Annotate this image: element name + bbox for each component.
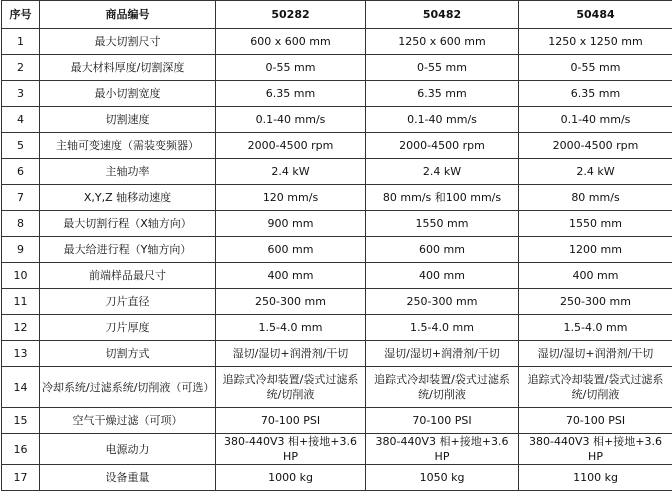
row-item-cell: 切割速度 xyxy=(40,107,216,133)
row-value-50282: 900 mm xyxy=(216,211,366,237)
row-value-50482: 250-300 mm xyxy=(366,289,519,315)
row-item-cell: 主轴可变速度（需装变频器） xyxy=(40,133,216,159)
row-item-cell: 最大给进行程（Y轴方向） xyxy=(40,237,216,263)
row-item-cell: 冷却系统/过滤系统/切削液（可选） xyxy=(40,367,216,408)
table-row xyxy=(2,341,672,367)
header-cell-model-50282: 50282 xyxy=(216,1,366,29)
row-index-cell: 7 xyxy=(2,185,40,211)
row-value-50282: 1000 kg xyxy=(216,465,366,491)
table-row xyxy=(2,133,672,159)
row-value-50484: 2.4 kW xyxy=(519,159,672,185)
row-value-50484: 1100 kg xyxy=(519,465,672,491)
row-value-50482: 400 mm xyxy=(366,263,519,289)
row-value-50484: 0.1-40 mm/s xyxy=(519,107,672,133)
row-item-cell: 刀片直径 xyxy=(40,289,216,315)
row-value-50482: 0.1-40 mm/s xyxy=(366,107,519,133)
header-cell-model-50484: 50484 xyxy=(519,1,672,29)
row-index-cell: 15 xyxy=(2,408,40,434)
row-value-50482: 80 mm/s 和100 mm/s xyxy=(366,185,519,211)
row-value-50482: 2.4 kW xyxy=(366,159,519,185)
row-value-50282: 1.5-4.0 mm xyxy=(216,315,366,341)
table-row xyxy=(2,289,672,315)
row-value-50484: 1.5-4.0 mm xyxy=(519,315,672,341)
row-value-50282: 0-55 mm xyxy=(216,55,366,81)
row-index-cell: 4 xyxy=(2,107,40,133)
row-index-cell: 3 xyxy=(2,81,40,107)
row-value-50282: 2.4 kW xyxy=(216,159,366,185)
row-index-cell: 13 xyxy=(2,341,40,367)
header-row xyxy=(2,1,672,29)
row-value-50282: 600 mm xyxy=(216,237,366,263)
table-row xyxy=(2,434,672,465)
row-value-50484: 0-55 mm xyxy=(519,55,672,81)
row-value-50484: 1250 x 1250 mm xyxy=(519,29,672,55)
row-index-cell: 10 xyxy=(2,263,40,289)
row-item-cell: 最小切割宽度 xyxy=(40,81,216,107)
row-item-cell: 主轴功率 xyxy=(40,159,216,185)
row-value-50484: 380-440V3 相+接地+3.6 HP xyxy=(519,434,672,465)
row-value-50482: 1250 x 600 mm xyxy=(366,29,519,55)
table-row xyxy=(2,159,672,185)
row-value-50482: 追踪式冷却装置/袋式过滤系统/切削液 xyxy=(366,367,519,408)
row-value-50484: 湿切/湿切+润滑剂/干切 xyxy=(519,341,672,367)
row-item-cell: X,Y,Z 轴移动速度 xyxy=(40,185,216,211)
row-value-50482: 2000-4500 rpm xyxy=(366,133,519,159)
row-value-50484: 80 mm/s xyxy=(519,185,672,211)
row-value-50482: 1050 kg xyxy=(366,465,519,491)
row-value-50282: 追踪式冷却装置/袋式过滤系统/切削液 xyxy=(216,367,366,408)
row-item-cell: 前端样品最尺寸 xyxy=(40,263,216,289)
row-value-50282: 600 x 600 mm xyxy=(216,29,366,55)
row-value-50484: 1550 mm xyxy=(519,211,672,237)
row-value-50282: 400 mm xyxy=(216,263,366,289)
table-row xyxy=(2,55,672,81)
row-item-cell: 最大切割行程（X轴方向） xyxy=(40,211,216,237)
table-row xyxy=(2,237,672,263)
header-cell-index: 序号 xyxy=(2,1,40,29)
row-value-50282: 250-300 mm xyxy=(216,289,366,315)
row-value-50482: 0-55 mm xyxy=(366,55,519,81)
row-value-50484: 6.35 mm xyxy=(519,81,672,107)
table-row xyxy=(2,315,672,341)
row-value-50482: 6.35 mm xyxy=(366,81,519,107)
row-value-50282: 70-100 PSI xyxy=(216,408,366,434)
row-value-50482: 1.5-4.0 mm xyxy=(366,315,519,341)
row-value-50282: 120 mm/s xyxy=(216,185,366,211)
row-index-cell: 1 xyxy=(2,29,40,55)
table-row xyxy=(2,465,672,491)
table-body xyxy=(2,29,672,491)
row-value-50282: 380-440V3 相+接地+3.6 HP xyxy=(216,434,366,465)
row-item-cell: 电源动力 xyxy=(40,434,216,465)
row-value-50484: 400 mm xyxy=(519,263,672,289)
row-item-cell: 最大切割尺寸 xyxy=(40,29,216,55)
row-value-50484: 追踪式冷却装置/袋式过滤系统/切削液 xyxy=(519,367,672,408)
row-value-50482: 600 mm xyxy=(366,237,519,263)
table-row xyxy=(2,107,672,133)
row-item-cell: 最大材料厚度/切割深度 xyxy=(40,55,216,81)
row-index-cell: 11 xyxy=(2,289,40,315)
row-item-cell: 切割方式 xyxy=(40,341,216,367)
header-cell-item: 商品编号 xyxy=(40,1,216,29)
row-value-50482: 70-100 PSI xyxy=(366,408,519,434)
row-index-cell: 17 xyxy=(2,465,40,491)
row-value-50482: 湿切/湿切+润滑剂/干切 xyxy=(366,341,519,367)
table-row xyxy=(2,81,672,107)
row-index-cell: 16 xyxy=(2,434,40,465)
row-index-cell: 2 xyxy=(2,55,40,81)
row-value-50282: 2000-4500 rpm xyxy=(216,133,366,159)
row-item-cell: 空气干燥过滤（可项） xyxy=(40,408,216,434)
header-cell-model-50482: 50482 xyxy=(366,1,519,29)
row-value-50282: 湿切/湿切+润滑剂/干切 xyxy=(216,341,366,367)
row-value-50484: 2000-4500 rpm xyxy=(519,133,672,159)
row-index-cell: 9 xyxy=(2,237,40,263)
row-value-50484: 250-300 mm xyxy=(519,289,672,315)
table-row xyxy=(2,367,672,408)
row-item-cell: 设备重量 xyxy=(40,465,216,491)
row-value-50282: 0.1-40 mm/s xyxy=(216,107,366,133)
row-item-cell: 刀片厚度 xyxy=(40,315,216,341)
row-value-50484: 70-100 PSI xyxy=(519,408,672,434)
row-value-50482: 1550 mm xyxy=(366,211,519,237)
row-index-cell: 8 xyxy=(2,211,40,237)
row-index-cell: 12 xyxy=(2,315,40,341)
row-value-50482: 380-440V3 相+接地+3.6 HP xyxy=(366,434,519,465)
row-value-50282: 6.35 mm xyxy=(216,81,366,107)
table-row xyxy=(2,29,672,55)
row-index-cell: 14 xyxy=(2,367,40,408)
table-row xyxy=(2,185,672,211)
table-row xyxy=(2,408,672,434)
table-row xyxy=(2,263,672,289)
row-index-cell: 6 xyxy=(2,159,40,185)
row-index-cell: 5 xyxy=(2,133,40,159)
table-row xyxy=(2,211,672,237)
spec-table xyxy=(1,0,672,491)
row-value-50484: 1200 mm xyxy=(519,237,672,263)
